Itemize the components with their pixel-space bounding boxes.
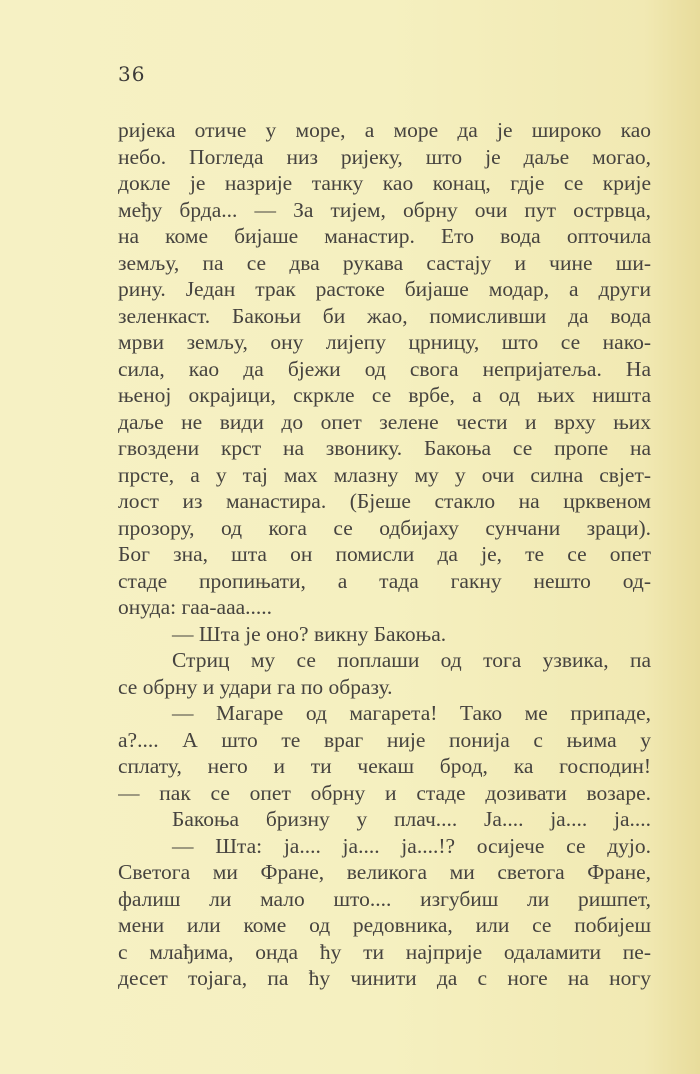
- text-line: небо. Погледа низ ријеку, што је даље могао,: [118, 144, 651, 169]
- text-line: мрви земљу, ону лијепу црницу, што се нако-: [118, 330, 651, 354]
- text-line: сила, као да бјежи од свога непријатеља. На: [118, 356, 651, 381]
- text-line: с млађима, онда ћу ти најприје одаламити пе-: [118, 939, 651, 964]
- text-line: њеној окрајици, скркле се врбе, а од њих ништа: [118, 383, 651, 407]
- text-line: докле је назрије танку као конац, гдје се крије: [118, 171, 651, 195]
- text-line: — Шта је оно? викну Бакоња.: [172, 621, 447, 646]
- text-line: Светога ми Фране, великога ми светога Фране,: [118, 860, 651, 884]
- text-line: — Шта: ја.... ја.... ја....!? осијече се дујо.: [172, 833, 651, 858]
- text-line: десет тојага, па ћу чинити да с ноге на ногу: [118, 966, 651, 990]
- text-line: Стриц му се поплаши од тога узвика, па: [172, 648, 651, 672]
- body-text: [118, 117, 651, 992]
- text-line: даље не види до опет зелене чести и врху њих: [118, 409, 651, 434]
- text-line: међу брда... — За тијем, обрну очи пут острвца,: [118, 197, 651, 222]
- text-line: рину. Један трак растоке бијаше модар, а други: [118, 277, 651, 301]
- text-line: зеленкаст. Бакоњи би жао, помисливши да вода: [118, 303, 651, 328]
- text-line: прсте, а у тај мах млазну му у очи силна свјет-: [118, 462, 651, 487]
- text-line: Бог зна, шта он помисли да је, те се опет: [118, 542, 651, 566]
- text-line: стаде пропињати, а тада гакну нешто од-: [118, 568, 651, 593]
- text-line: — пак се опет обрну и стаде дозивати возаре.: [118, 780, 651, 805]
- text-line: земљу, па се два рукава састају и чине ши-: [118, 250, 651, 275]
- text-line: Бакоња бризну у плач.... Ја.... ја.... ја....: [172, 807, 651, 831]
- text-line: онуда: гаа-ааа.....: [118, 595, 273, 619]
- text-line: сплату, него и ти чекаш брод, ка господин!: [118, 754, 651, 778]
- text-line: мени или коме од редовника, или се побијеш: [118, 913, 651, 937]
- text-line: — Магаре од магарета! Тако ме припаде,: [172, 701, 651, 725]
- text-line: фалиш ли мало што.... изгубиш ли ришпет,: [118, 886, 651, 911]
- text-line: се обрну и удари га по образу.: [118, 674, 393, 699]
- text-line: гвоздени крст на звонику. Бакоња се пропе на: [118, 436, 651, 460]
- text-line: лост из манастира. (Бјеше стакло на црквеном: [118, 489, 651, 513]
- text-line: ријека отиче у море, а море да је широко као: [118, 118, 651, 142]
- text-line: а?.... А што те враг није понија с њима у: [118, 727, 651, 752]
- page-number: 36: [118, 62, 146, 86]
- text-line: на коме бијаше манастир. Ето вода опточила: [118, 224, 651, 248]
- text-line: прозору, од кога се одбијаху сунчани зраци).: [118, 515, 651, 540]
